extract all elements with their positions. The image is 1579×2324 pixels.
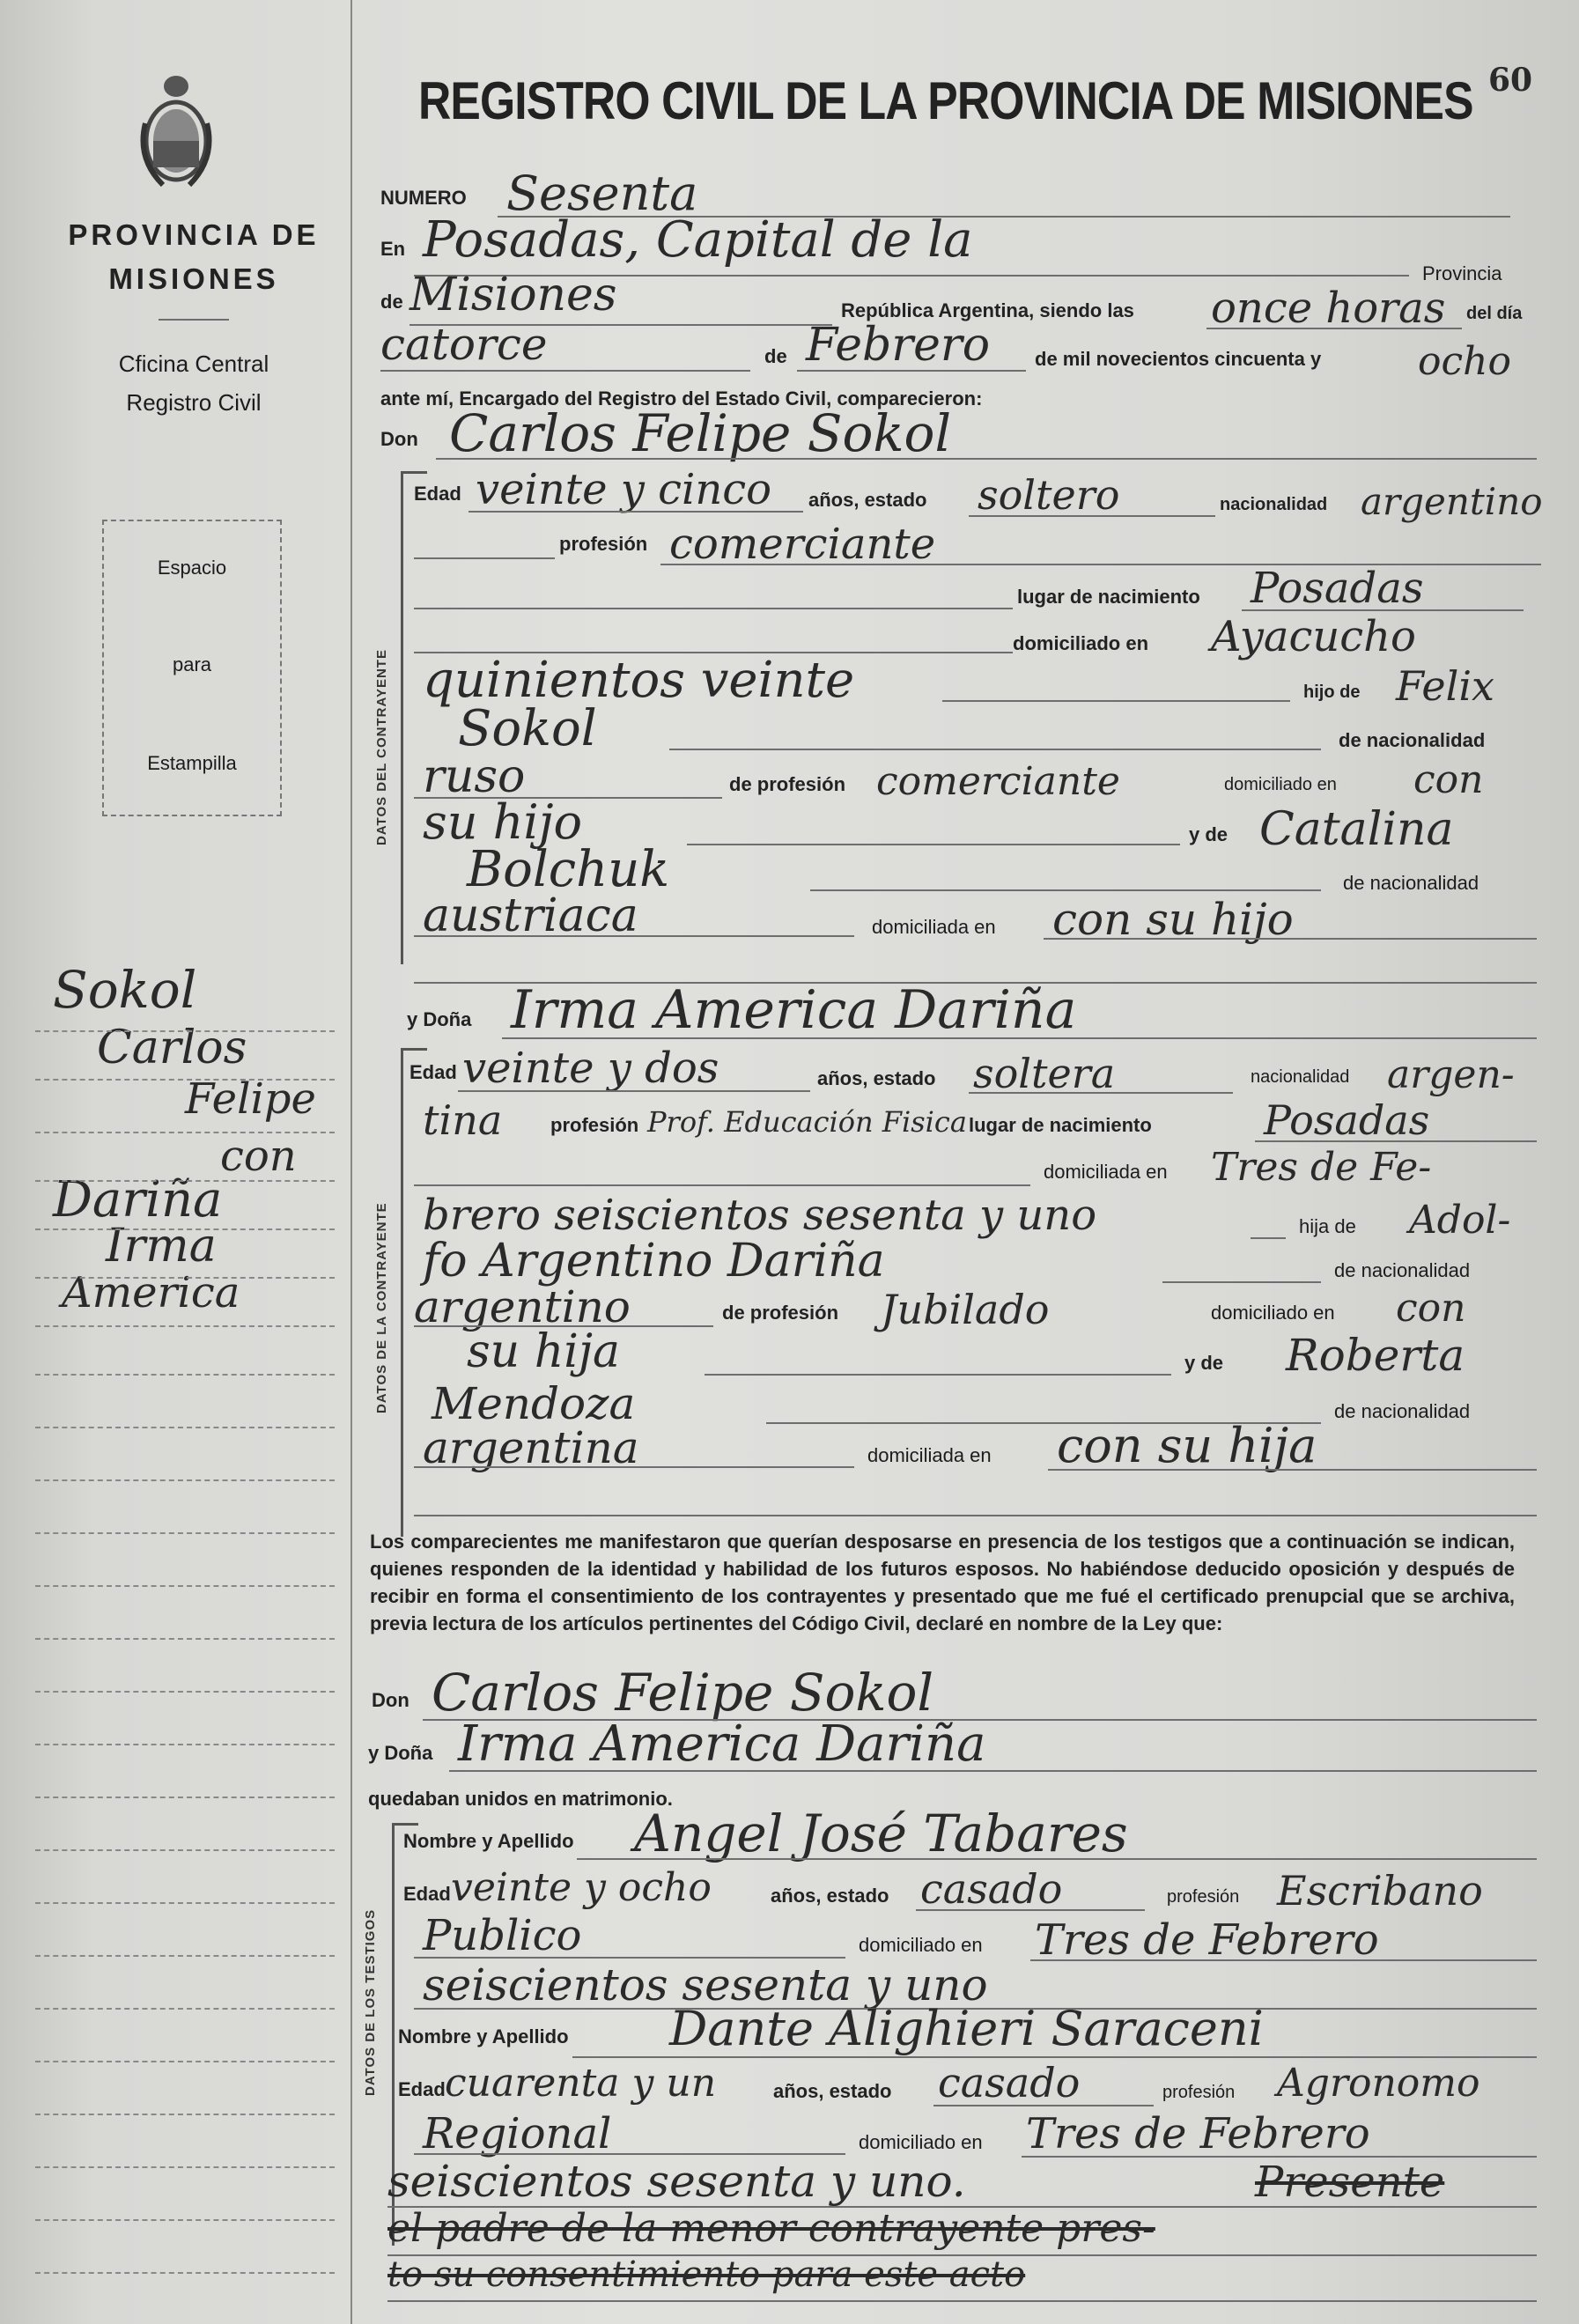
label-nacionalidad-2: nacionalidad [1251, 1067, 1350, 1087]
label-edad-2: Edad [410, 1061, 457, 1083]
page-number: 60 [1488, 62, 1533, 99]
label-hijo-de: hijo de [1303, 682, 1361, 702]
value-padre-2: Sokol [458, 700, 597, 757]
label-edad-t1: Edad [403, 1883, 451, 1905]
value-testigo2-profesion-1: Agronomo [1277, 2061, 1480, 2106]
province-line-1: PROVINCIA DE [68, 218, 320, 251]
label-de-profesion: de profesión [729, 773, 846, 795]
margin-note-2: Carlos [97, 1022, 247, 1074]
value-madre-1: Catalina [1259, 803, 1454, 856]
value-domicilio-1: Ayacucho [1211, 612, 1416, 661]
margin-note-7: America [62, 1268, 240, 1317]
sidebar-divider [350, 0, 352, 2324]
value-testigo2-domicilio-2: seiscientos sesenta y uno. [387, 2156, 966, 2207]
label-de-nacionalidad-4: de nacionalidad [1334, 1400, 1471, 1422]
contrayenta-bracket [401, 1048, 403, 1537]
value-don-final: Carlos Felipe Sokol [432, 1663, 934, 1723]
value-padre-profesion: comerciante [876, 759, 1120, 804]
label-provincia: Provincia [1422, 262, 1502, 284]
label-edad-t2: Edad [398, 2078, 446, 2100]
value-testigo1-domicilio-1: Tres de Febrero [1035, 1915, 1379, 1965]
value-nacionalidad-2b: tina [423, 1096, 503, 1144]
divider [159, 319, 229, 321]
value-lugar-nacimiento-2: Posadas [1264, 1096, 1430, 1144]
label-domiciliado-2: domiciliado en [1224, 775, 1337, 794]
label-nombre-2: Nombre y Apellido [398, 2025, 569, 2047]
label-datos-testigos: DATOS DE LOS TESTIGOS [363, 1908, 378, 2096]
label-de-profesion-2: de profesión [722, 1302, 839, 1324]
value-domicilio-2a: Tres de Fe- [1211, 1145, 1432, 1190]
value-estado-2: soltera [973, 1050, 1116, 1097]
label-y-dona-final: y Doña [368, 1742, 433, 1764]
label-profesion-t2: profesión [1162, 2083, 1236, 2102]
value-mes: Febrero [806, 319, 991, 372]
label-quedaban: quedaban unidos en matrimonio. [368, 1788, 673, 1810]
label-domiciliada-3: domiciliada en [867, 1444, 992, 1466]
label-numero: NUMERO [380, 187, 467, 209]
label-de-2: de [764, 345, 787, 367]
value-lugar-nacimiento: Posadas [1251, 564, 1424, 613]
value-contrayenta-nombre: Irma America Dariña [511, 979, 1077, 1041]
value-domicilio-2b: brero seiscientos sesenta y uno [423, 1191, 1097, 1240]
value-madre-2a: Roberta [1286, 1330, 1465, 1381]
label-profesion: profesión [559, 533, 648, 555]
label-nombre-1: Nombre y Apellido [403, 1830, 574, 1852]
value-estado: soltero [978, 471, 1120, 519]
value-padre-2-nacionalidad: argentino [414, 1281, 631, 1332]
margin-note-3: Felipe [185, 1074, 316, 1124]
office-line-2: Registro Civil [126, 389, 262, 416]
value-nacionalidad: argentino [1361, 480, 1543, 523]
struck-text-3: to su consentimiento para este acto [387, 2254, 1026, 2295]
stamp-label-3: Estampilla [147, 752, 237, 774]
value-provincia: Misiones [410, 269, 617, 321]
contrayente-bracket [401, 471, 403, 964]
label-anos-estado-t1: años, estado [771, 1885, 889, 1907]
value-padre-2b: fo Argentino Dariña [423, 1235, 885, 1287]
value-padre-2-domicilio-2: su hija [467, 1325, 620, 1378]
value-padre-2a: Adol- [1409, 1198, 1511, 1243]
label-de-mil: de mil novecientos cincuenta y [1035, 348, 1322, 370]
value-padre-domicilio-1: con [1413, 757, 1484, 802]
label-lugar-nacimiento: lugar de nacimiento [1017, 586, 1200, 608]
label-ante: ante mí, Encargado del Registro del Estado Civil, comparecieron: [380, 387, 983, 409]
value-testigo1-profesion-2: Publico [423, 1911, 582, 1960]
label-nacionalidad: nacionalidad [1220, 495, 1328, 514]
stamp-label-2: para [172, 653, 212, 675]
value-numero: Sesenta [506, 166, 698, 221]
label-de-nacionalidad: de nacionalidad [1339, 729, 1486, 751]
value-anio: ocho [1418, 339, 1511, 384]
value-edad: veinte y cinco [476, 465, 772, 514]
margin-note-6: Irma [106, 1220, 217, 1273]
margin-note-1: Sokol [53, 960, 197, 1020]
label-domiciliado-3: domiciliado en [1211, 1302, 1335, 1324]
label-domiciliada: domiciliada en [872, 916, 996, 938]
value-profesion-2: Prof. Educación Fisica [647, 1105, 967, 1139]
label-republica: República Argentina, siendo las [841, 299, 1134, 321]
value-testigo1-profesion-1: Escribano [1277, 1867, 1483, 1915]
label-anos-estado-2: años, estado [817, 1067, 936, 1089]
value-testigo1-estado: casado [920, 1865, 1063, 1913]
label-domiciliada-2: domiciliada en [1044, 1161, 1168, 1183]
province-line-2: MISIONES [108, 262, 279, 295]
value-madre-2-nacionalidad: argentina [423, 1422, 639, 1473]
value-madre-nacionalidad: austriaca [423, 889, 638, 942]
coat-of-arms-icon [137, 70, 216, 194]
label-lugar-nacimiento-2: lugar de nacimiento [969, 1114, 1152, 1136]
label-y-de: y de [1189, 823, 1229, 845]
margin-note-5: Dariña [53, 1171, 223, 1228]
label-y-dona: y Doña [407, 1008, 472, 1030]
stamp-box [102, 520, 282, 816]
label-domiciliado-t2: domiciliado en [859, 2131, 983, 2153]
value-testigo1-domicilio-2: seiscientos sesenta y uno [423, 1959, 988, 2010]
value-madre-2b: Mendoza [432, 1378, 636, 1429]
label-de: de [380, 291, 403, 313]
value-testigo2-profesion-2: Regional [423, 2109, 612, 2158]
value-dia: catorce [380, 319, 548, 370]
value-padre-2-domicilio-1: con [1396, 1286, 1466, 1331]
label-anos-estado-t2: años, estado [773, 2080, 892, 2102]
label-y-de-2: y de [1184, 1352, 1224, 1374]
label-edad: Edad [414, 483, 461, 505]
value-hora: once horas [1211, 284, 1446, 333]
stamp-label-1: Espacio [157, 557, 227, 579]
value-lugar: Posadas, Capital de la [423, 211, 973, 269]
label-de-nacionalidad-3: de nacionalidad [1334, 1259, 1471, 1281]
label-datos-contrayente: DATOS DEL CONTRAYENTE [374, 649, 389, 845]
label-don: Don [380, 428, 418, 450]
value-testigo2-edad: cuarenta y un [445, 2061, 717, 2106]
label-profesion-t1: profesión [1167, 1887, 1240, 1907]
value-padre-nacionalidad: ruso [423, 750, 526, 803]
value-testigo2-estado: casado [938, 2059, 1081, 2106]
label-domiciliado: domiciliado en [1013, 632, 1149, 654]
label-domiciliado-t1: domiciliado en [859, 1934, 983, 1956]
value-nacionalidad-2a: argen- [1387, 1052, 1515, 1097]
value-padre-2-profesion: Jubilado [881, 1286, 1050, 1333]
value-padre-domicilio-2: su hijo [423, 794, 582, 850]
struck-text-1: Presente [1255, 2158, 1445, 2207]
value-madre-2-domicilio: con su hija [1057, 1418, 1317, 1473]
label-profesion-2: profesión [550, 1114, 639, 1136]
value-profesion: comerciante [669, 520, 936, 569]
label-anos-estado: años, estado [808, 489, 927, 511]
declaration-text: Los comparecientes me manifestaron que querían desposarse en presencia de los testigos que a continuación se indican, quienes responden de la identidad y habilidad de los futuros esposos. No habiéndose deducido oposición y después de recibir en forma el consentimiento de los contrayentes y presentado que me fué el certificado prenupcial que se archiva, previa lectura de los artículos pertinentes del Código Civil, declaré en nombre de la Ley que: [370, 1531, 1515, 1634]
value-domicilio-2: quinientos veinte [423, 652, 855, 709]
value-edad-2: veinte y dos [462, 1044, 719, 1093]
page-title: REGISTRO CIVIL DE LA PROVINCIA DE MISIONES [418, 71, 1473, 130]
value-contrayente-nombre: Carlos Felipe Sokol [449, 403, 952, 463]
label-hija-de: hija de [1299, 1215, 1356, 1237]
value-testigo2-domicilio-1: Tres de Febrero [1026, 2109, 1370, 2158]
value-testigo2-nombre: Dante Alighieri Saraceni [669, 2001, 1264, 2056]
label-en: En [380, 238, 406, 260]
value-dona-final: Irma America Dariña [458, 1715, 986, 1773]
label-del-dia: del día [1466, 304, 1523, 323]
value-madre-2: Bolchuk [467, 841, 670, 898]
value-testigo1-edad: veinte y ocho [451, 1865, 712, 1910]
value-testigo1-nombre: Angel José Tabares [634, 1804, 1128, 1863]
label-datos-contrayenta: DATOS DE LA CONTRAYENTE [374, 1202, 389, 1413]
office-line-1: Cficina Central [118, 350, 269, 377]
margin-note-4: con [220, 1132, 297, 1181]
value-padre-1: Felix [1396, 662, 1494, 710]
label-de-nacionalidad-2: de nacionalidad [1343, 872, 1479, 894]
label-don-final: Don [372, 1689, 410, 1711]
struck-text-2: el padre de la menor contrayente pres- [387, 2206, 1155, 2251]
value-madre-domicilio: con su hijo [1052, 894, 1294, 945]
